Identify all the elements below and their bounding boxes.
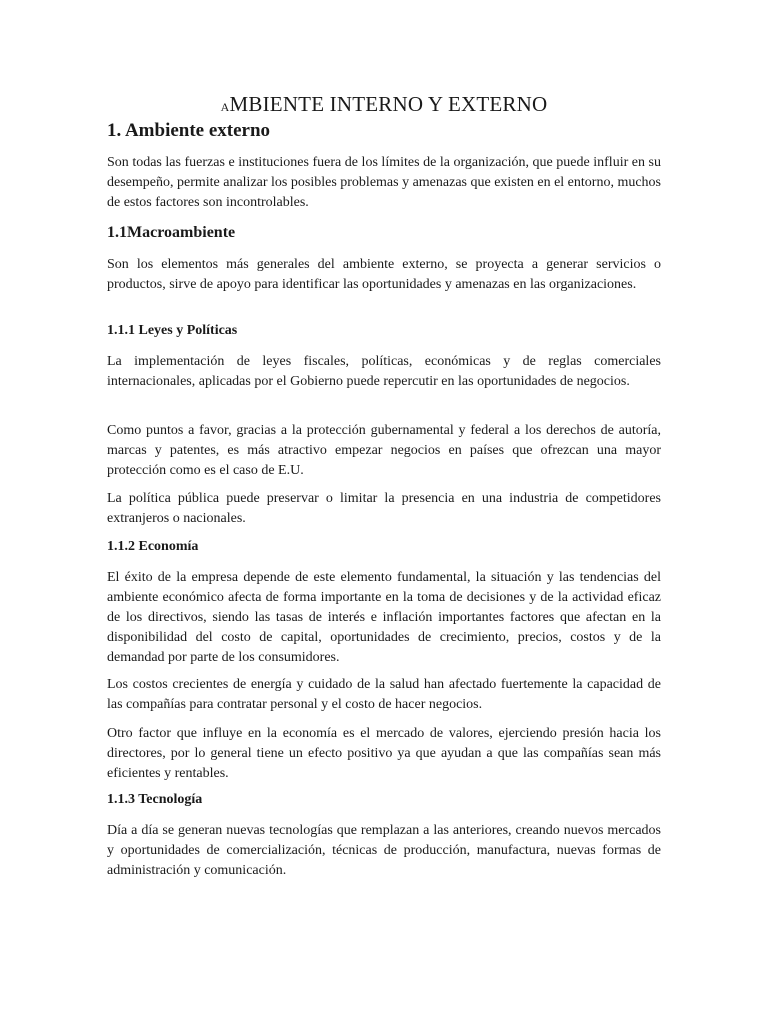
section-1-1-2-paragraph-1: El éxito de la empresa depende de este elemento fundamental, la situación y las tendencias del ambiente económico afecta de forma importante en la toma de decisiones y de la actividad eficaz de los directivos, siendo las tasas de interés e inflación importantes factores que afectan en la disponibilidad del costo de capital, oportunidades de crecimiento, precios, costos y de la demandad por parte de los consumidores. xyxy=(107,570,661,665)
section-1-1-1-paragraph-2: Como puntos a favor, gracias a la protección gubernamental y federal a los derechos de autoría, marcas y patentes, es más atractivo empezar negocios en países que ofrezcan una mayor protección como es el caso de E.U. xyxy=(107,423,661,478)
section-1-1-1-paragraph-3: La política pública puede preservar o limitar la presencia en una industria de competidores extranjeros o nacionales. xyxy=(107,491,661,526)
section-1-1-heading: 1.1Macroambiente xyxy=(107,224,236,241)
title-first-letter: A xyxy=(220,100,230,114)
section-1-1-2-heading: 1.1.2 Economía xyxy=(107,539,199,554)
document-title xyxy=(0,92,768,117)
section-1-1-3-heading: 1.1.3 Tecnología xyxy=(107,792,203,807)
title-rest: MBIENTE INTERNO Y EXTERNO xyxy=(229,92,548,116)
section-1-paragraph: Son todas las fuerzas e instituciones fuera de los límites de la organización, que puede influir en su desempeño, permite analizar los posibles problemas y amenazas que existen en el entorno, muchos de estos factores son incontrolables. xyxy=(107,155,661,210)
section-1-heading: 1. Ambiente externo xyxy=(107,120,271,141)
section-1-1-1-heading: 1.1.1 Leyes y Políticas xyxy=(107,323,238,338)
section-1-1-2-paragraph-2: Los costos crecientes de energía y cuidado de la salud han afectado fuertemente la capacidad de las compañías para contratar personal y el costo de hacer negocios. xyxy=(107,677,661,712)
section-1-1-2-paragraph-3: Otro factor que influye en la economía es el mercado de valores, ejerciendo presión hacia los directores, por lo general tiene un efecto positivo ya que ayudan a que las compañías sean más eficientes y rentables. xyxy=(107,726,661,781)
section-1-1-1-paragraph-1: La implementación de leyes fiscales, políticas, económicas y de reglas comerciales internacionales, aplicadas por el Gobierno puede repercutir en las oportunidades de negocios. xyxy=(107,354,661,389)
section-1-1-paragraph: Son los elementos más generales del ambiente externo, se proyecta a generar servicios o productos, sirve de apoyo para identificar las oportunidades y amenazas en las organizaciones. xyxy=(107,257,661,292)
section-1-1-3-paragraph-1: Día a día se generan nuevas tecnologías que remplazan a las anteriores, creando nuevos mercados y oportunidades de comercialización, técnicas de producción, manufactura, nuevas formas de administración y comunicación. xyxy=(107,823,661,878)
